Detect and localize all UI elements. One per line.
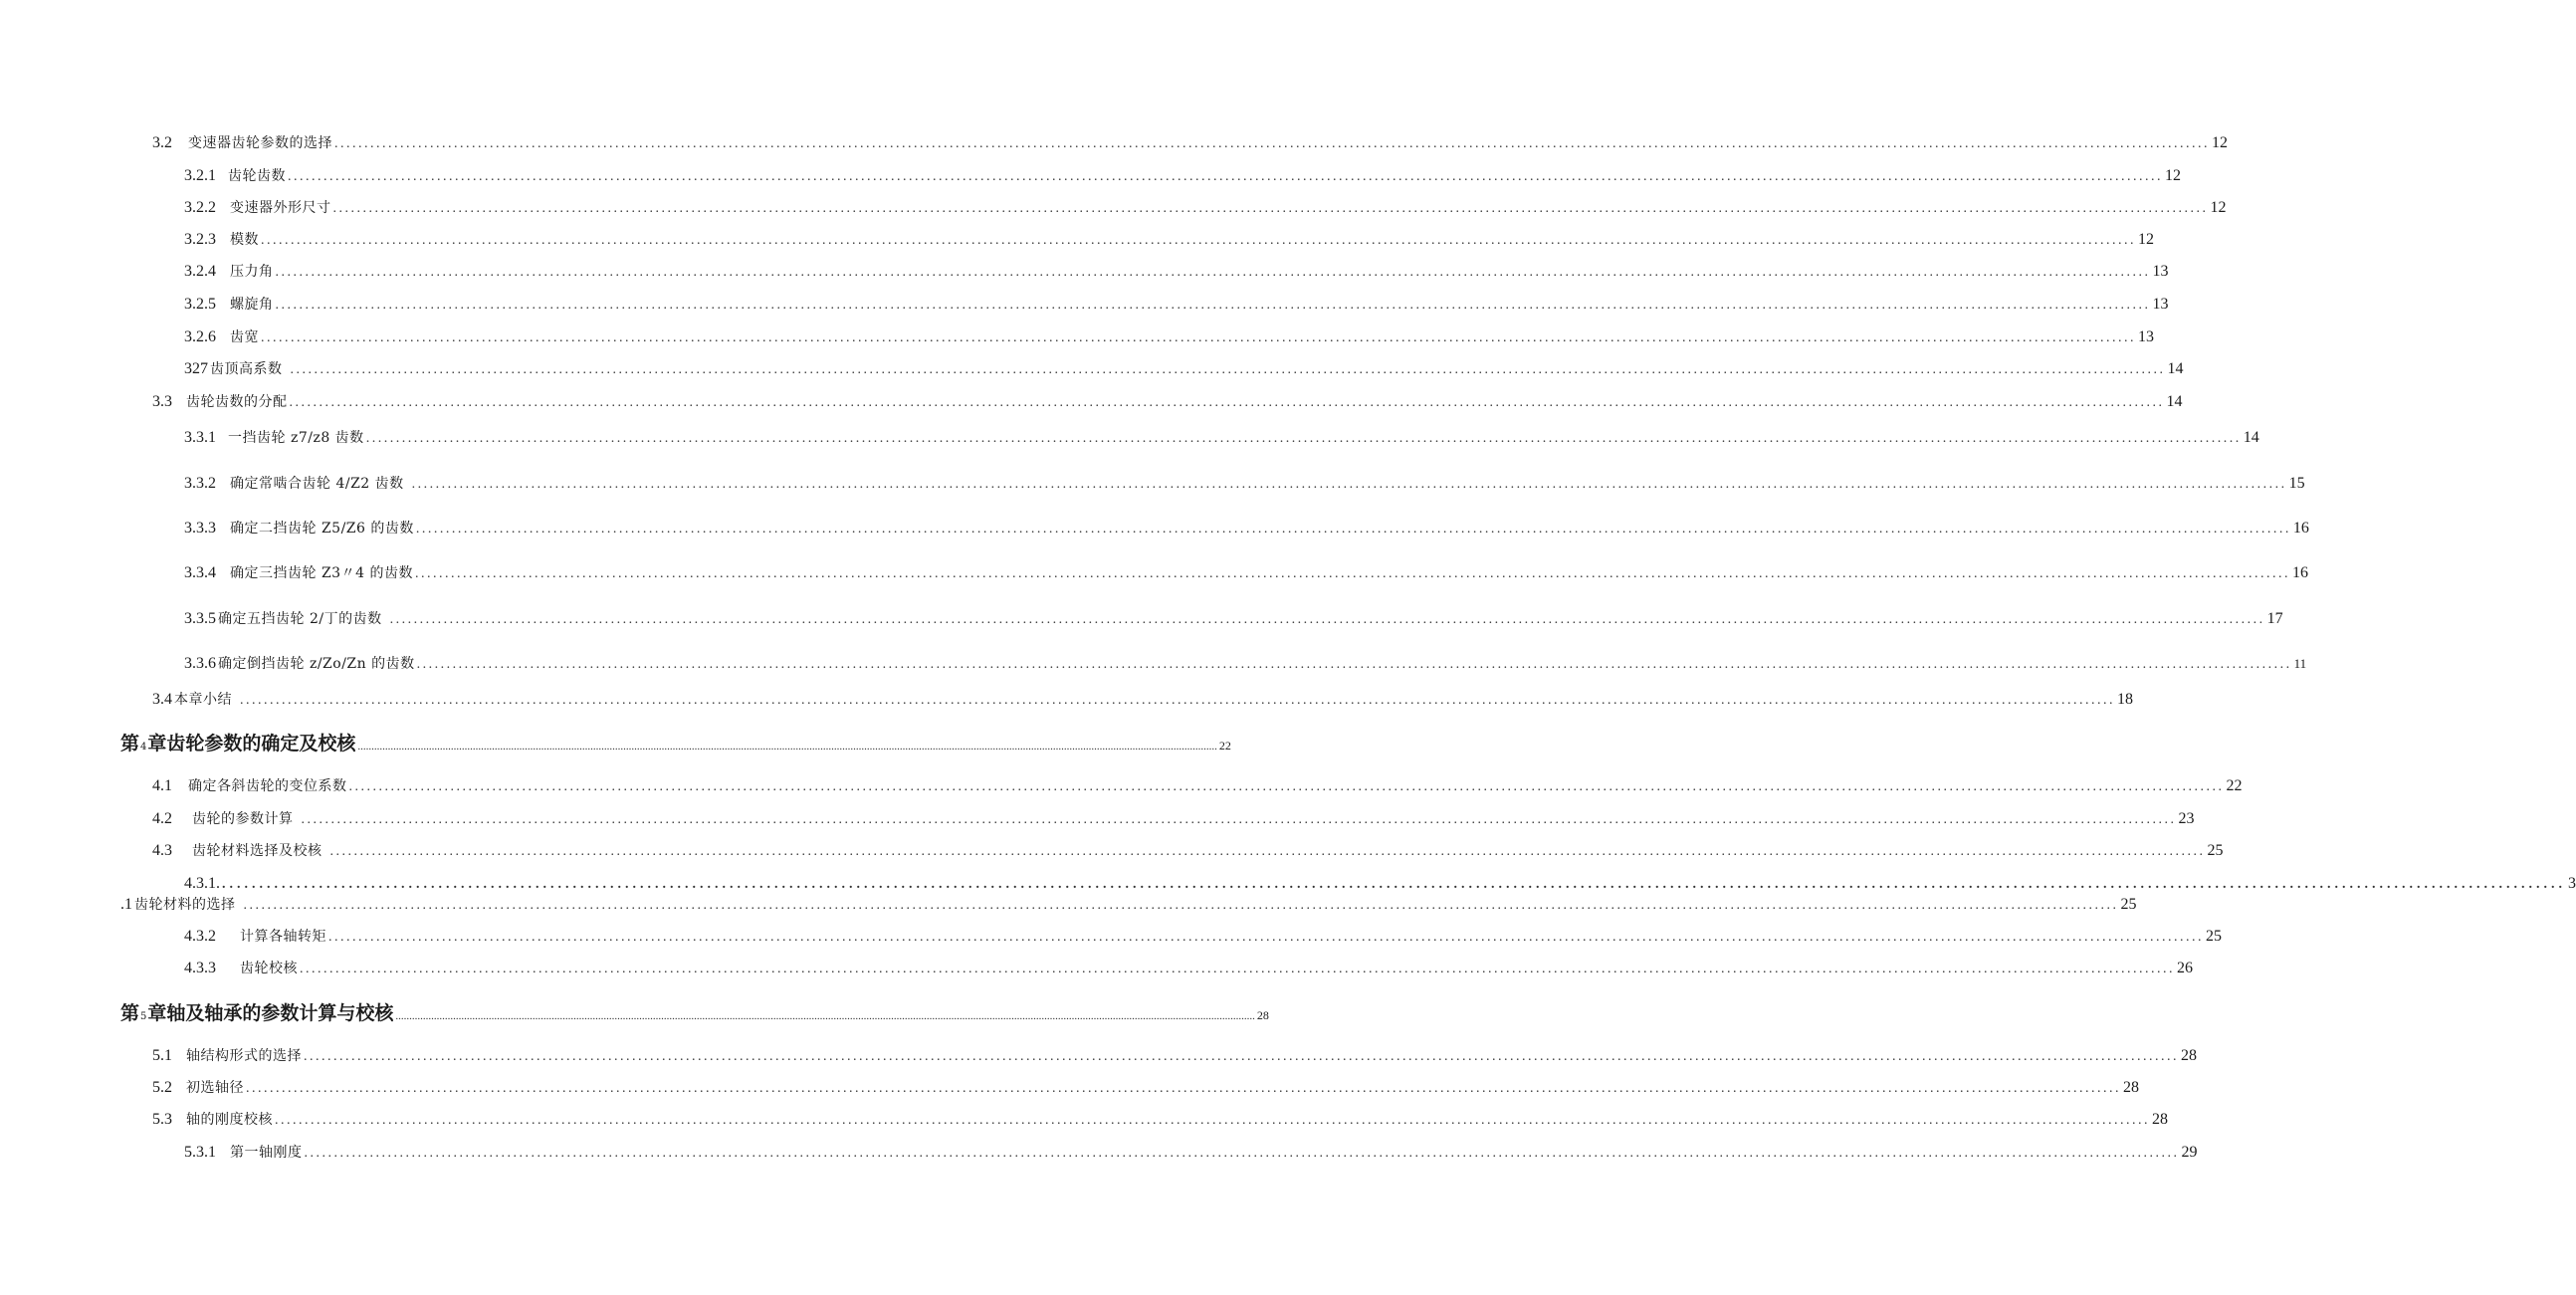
toc-entry-3-3-3[interactable]: [184, 519, 2309, 540]
toc-entry-3-3-1[interactable]: [184, 428, 2259, 449]
entry-number: 4.3.1.: [184, 875, 220, 892]
entry-title: 确定二挡齿轮 Z5/Z6 的齿数: [230, 521, 414, 537]
dot-leader: ..........................................................................................................................................................................................................................................................................................................................: [395, 1010, 1255, 1022]
entry-title: 第一轴刚度: [230, 1145, 303, 1161]
entry-number: 5.3: [152, 1111, 172, 1128]
page-number: 23: [2178, 810, 2195, 827]
dot-leader: ..........................................................................................................................................................................................................................................................................................................................: [246, 1081, 2121, 1096]
entry-number: 3.2: [152, 134, 172, 151]
page-number: 13: [2152, 296, 2169, 313]
dot-leader: ..........................................................................................................................................................................................................................................................................................................................: [329, 844, 2206, 859]
dot-leader: ..........................................................................................................................................................................................................................................................................................................................: [243, 898, 2119, 913]
dot-leader: ..........................................................................................................................................................................................................................................................................................................................: [304, 1049, 2179, 1064]
toc-chapter-5[interactable]: [120, 1002, 1269, 1027]
dot-leader: ..........................................................................................................................................................................................................................................................................................................................: [261, 233, 2136, 248]
entry-number: 3.3.6: [184, 655, 216, 672]
toc-entry-5-2[interactable]: [152, 1078, 2139, 1099]
dot-leader: ..........................................................................................................................................................................................................................................................................................................................: [288, 169, 2163, 184]
dot-leader: ..........................................................................................................................................................................................................................................................................................................................: [357, 741, 1217, 753]
page-number: 28: [2123, 1079, 2139, 1096]
chapter-title: 章轴及轴承的参数计算与校核: [147, 1002, 394, 1024]
page-number: 17: [2266, 610, 2283, 627]
toc-entry-3-3-2[interactable]: [184, 474, 2305, 495]
dot-leader: ..........................................................................................................................................................................................................................................................................................................................: [289, 395, 2165, 410]
chapter-prefix: 第: [120, 733, 140, 755]
page-number: 16: [2291, 564, 2308, 581]
toc-entry-4-3-3[interactable]: [184, 959, 2193, 979]
toc-entry-3-2-6[interactable]: [184, 327, 2154, 348]
entry-number: 3.2.4: [184, 263, 216, 280]
toc-entry-3-4[interactable]: [152, 690, 2133, 711]
entry-title: 确定倒挡齿轮 z/Zo/Zn 的齿数: [218, 656, 415, 672]
entry-title: 轴结构形式的选择: [186, 1048, 302, 1064]
entry-title: 齿轮材料的选择: [134, 897, 236, 913]
entry-title: 模数: [230, 232, 259, 248]
toc-entry-3-2-4[interactable]: [184, 262, 2169, 283]
page-number: 22: [2226, 777, 2243, 794]
page-number: 18: [2117, 691, 2133, 708]
toc-entry-3-2[interactable]: [152, 133, 2228, 154]
entry-number: 3.2.1: [184, 167, 216, 184]
page-number: 3: [2568, 875, 2576, 892]
chapter-title: 章齿轮参数的确定及校核: [147, 733, 356, 755]
entry-title: 齿轮齿数的分配: [186, 394, 288, 410]
toc-entry-3-3-5[interactable]: [184, 609, 2283, 630]
dot-leader: ..........................................................................................................................................................................................................................................................................................................................: [332, 201, 2209, 216]
entry-number: 3.3.3: [184, 520, 216, 537]
entry-title: 确定三挡齿轮 Z3〃4 的齿数: [230, 565, 413, 581]
entry-number: 3.4: [152, 691, 172, 708]
page-number: 14: [2243, 429, 2259, 446]
toc-entry-4-3-2[interactable]: [184, 927, 2222, 948]
toc-entry-3-2-5[interactable]: [184, 295, 2169, 316]
entry-number: 4.2: [152, 810, 172, 827]
toc-entry-3-2-2[interactable]: [184, 198, 2227, 219]
page-number: 14: [2166, 393, 2183, 410]
page-number: 11: [2293, 656, 2307, 671]
entry-title: 变速器外形尺寸: [230, 200, 331, 216]
toc-entry-4-3-1[interactable]: [120, 895, 2137, 916]
page-number: 29: [2181, 1144, 2198, 1161]
entry-title: 齿轮齿数: [228, 168, 286, 184]
page-number: 16: [2292, 520, 2309, 537]
page-number: 22: [1218, 739, 1231, 753]
entry-number: 327: [184, 360, 208, 377]
page-number: 28: [2152, 1111, 2168, 1128]
entry-number: 5.1: [152, 1047, 172, 1064]
toc-entry-3-2-1[interactable]: [184, 166, 2181, 187]
page-number: 12: [2210, 199, 2227, 216]
entry-title: 压力角: [230, 264, 274, 280]
page-number: 25: [2120, 896, 2137, 913]
dot-leader: ..........................................................................................................................................................................................................................................................................................................................: [389, 612, 2265, 627]
toc-entry-3-3-4[interactable]: [184, 563, 2308, 584]
toc-entry-3-2-7[interactable]: [184, 359, 2184, 380]
page-number: 13: [2138, 328, 2154, 345]
entry-title: 齿顶高系数: [210, 361, 283, 377]
entry-number: 5.3.1: [184, 1144, 216, 1161]
entry-number: 4.3.3: [184, 960, 216, 976]
entry-number: 3.3.1: [184, 429, 216, 446]
dot-leader: ..........................................................................................................................................................................................................................................................................................................................: [275, 265, 2151, 280]
dot-leader: ..........................................................................................................................................................................................................................................................................................................................: [411, 477, 2287, 492]
dot-leader: ..........................................................................................................................................................................................................................................................................................................................: [304, 1146, 2180, 1161]
entry-number: 3.3: [152, 393, 172, 410]
dot-leader: ..........................................................................................................................................................................................................................................................................................................................: [365, 431, 2242, 446]
dot-leader: ..........................................................................................................................................................................................................................................................................................................................: [334, 136, 2210, 151]
toc-entry-4-2[interactable]: [152, 809, 2195, 830]
entry-number: 3.3.2: [184, 475, 216, 492]
dot-leader: ..........................................................................................................................................................................................................................................................................................................................: [261, 330, 2136, 345]
page-number: 28: [1256, 1008, 1269, 1022]
entry-number: 5.2: [152, 1079, 172, 1096]
entry-title: 螺旋角: [230, 297, 274, 313]
entry-number: 3.2.3: [184, 231, 216, 248]
page-number: 25: [2206, 928, 2222, 945]
entry-title: 确定五挡齿轮 2/丁的齿数: [218, 611, 382, 627]
page-number: 13: [2152, 263, 2169, 280]
entry-number: 4.1: [152, 777, 172, 794]
entry-title: 齿轮校核: [240, 961, 298, 976]
toc-entry-4-3[interactable]: [152, 841, 2224, 862]
chapter-prefix: 第: [120, 1002, 140, 1024]
entry-title: 一挡齿轮 z7/z8 齿数: [228, 430, 364, 446]
dot-leader: ..........................................................................................................................................................................................................................................................................................................................: [275, 1113, 2150, 1128]
page-number: 15: [2288, 475, 2305, 492]
dot-leader: ..........................................................................................................................................................................................................................................................................................................................: [275, 298, 2151, 313]
toc-entry-5-3-1[interactable]: [184, 1143, 2198, 1164]
entry-number: 3.2.2: [184, 199, 216, 216]
entry-title: 本章小结: [174, 692, 232, 708]
entry-title: 变速器齿轮参数的选择: [188, 135, 332, 151]
dot-leader: ..........................................................................................................................................................................................................................................................................................................................: [301, 812, 2177, 827]
entry-title: 确定各斜齿轮的变位系数: [188, 778, 347, 794]
entry-number: 3.2.5: [184, 296, 216, 313]
dot-leader: ..........................................................................................................................................................................................................................................................................................................................: [240, 693, 2115, 708]
toc-entry-4-3-1-wrapped[interactable]: [184, 874, 2576, 895]
entry-number: 3.3.4: [184, 564, 216, 581]
toc-entry-3-2-3[interactable]: [184, 230, 2154, 251]
entry-number: 4.3: [152, 842, 172, 859]
toc-chapter-4[interactable]: [120, 733, 1231, 757]
page-number: 25: [2207, 842, 2224, 859]
dot-leader: ..........................................................................................................................................................................................................................................................................................................................: [290, 362, 2166, 377]
dot-leader: ..........................................................................................................................................................................................................................................................................................................................: [414, 566, 2290, 581]
page-number: 28: [2181, 1047, 2197, 1064]
entry-number: 3.2.6: [184, 328, 216, 345]
page-number: 12: [2212, 134, 2228, 151]
toc-entry-5-1[interactable]: [152, 1046, 2197, 1067]
entry-number: 3.3.5: [184, 610, 216, 627]
entry-title: 齿宽: [230, 329, 259, 345]
dot-leader: ..........................................................................................................................................................................................................................................................................................................................: [416, 657, 2292, 672]
entry-title: 初选轴径: [186, 1080, 244, 1096]
toc-entry-4-1[interactable]: [152, 776, 2243, 797]
entry-number: 4.3.2: [184, 928, 216, 945]
toc-entry-5-3[interactable]: [152, 1110, 2168, 1131]
entry-number: .1: [120, 896, 132, 913]
entry-title: 齿轮的参数计算: [192, 811, 294, 827]
chapter-number: 5: [140, 1011, 147, 1022]
dot-leader: ..........................................................................................................................................................................................................................................................................................................................: [222, 877, 2566, 892]
toc-entry-3-3[interactable]: [152, 392, 2183, 413]
page-number: 14: [2167, 360, 2184, 377]
dot-leader: ..........................................................................................................................................................................................................................................................................................................................: [300, 962, 2175, 976]
entry-title: 轴的刚度校核: [186, 1112, 273, 1128]
entry-title: 齿轮材料选择及校核: [192, 843, 322, 859]
dot-leader: ..........................................................................................................................................................................................................................................................................................................................: [328, 930, 2204, 945]
page-number: 12: [2138, 231, 2154, 248]
page-number: 26: [2177, 960, 2193, 976]
toc-entry-3-3-6[interactable]: [184, 654, 2307, 675]
entry-title: 确定常啮合齿轮 4/Z2 齿数: [230, 476, 404, 492]
page-number: 12: [2165, 167, 2181, 184]
chapter-number: 4: [140, 742, 147, 753]
dot-leader: ..........................................................................................................................................................................................................................................................................................................................: [348, 779, 2225, 794]
entry-title: 计算各轴转矩: [240, 929, 326, 945]
dot-leader: ..........................................................................................................................................................................................................................................................................................................................: [415, 522, 2291, 537]
